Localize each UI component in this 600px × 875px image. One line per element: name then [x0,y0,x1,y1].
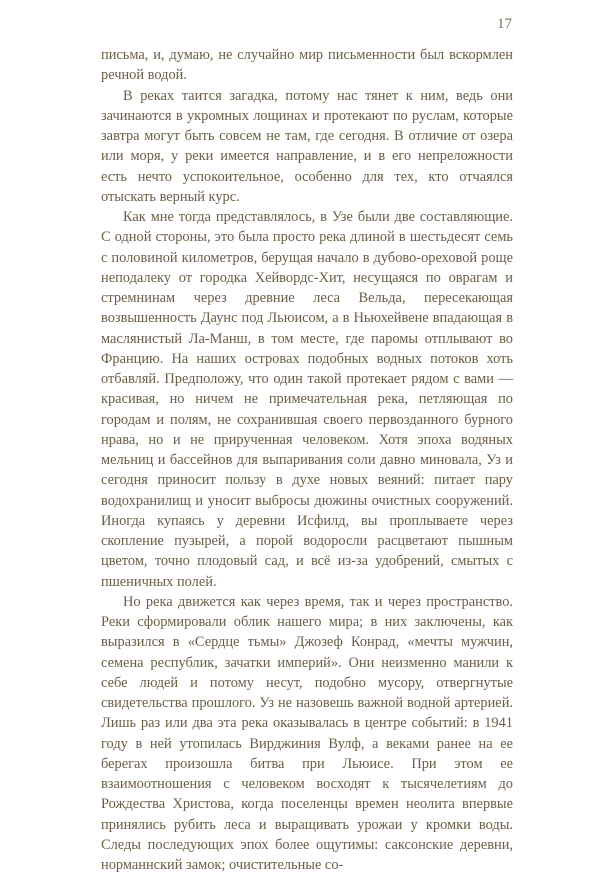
paragraph-continued: письма, и, думаю, не случайно мир письменности был вскормлен речной водой. [101,47,513,84]
paragraph: Но река движется как через время, так и через пространство. Реки сформировали облик нашего мира; в них заключены, как выразился в «Сердце тьмы» Джозеф Конрад, «мечты мужчин, семена республик, зачатки империй». Они неизменно манили к себе людей и потому несут, подобно мусору, отвергнутые свидетельства прошлого. Уз не назовешь важной водной артерией. Лишь раз или два эта река оказывалась в центре событий: в 1941 году в ней утопилась Вирджиния Вулф, а веками ранее на ее берегах произошла битва при Льюисе. При этом ее взаимоотношения с человеком восходят к тысячелетиям до Рождества Христова, когда поселенцы времен неолита впервые принялись рубить леса и выращивать урожаи у кромки воды. Следы последующих эпох более ощутимы: саксонские деревни, норманнский замок; очистительные со- [101,593,513,873]
body-text [101,45,513,875]
paragraph: В реках таится загадка, потому нас тянет к ним, ведь они зачинаются в укромных лощинах и протекают по руслам, которые завтра могут быть совсем не там, где сегодня. В отличие от озера или моря, у реки имеется направление, и в его непреложности есть нечто успокоительное, особенно для тех, кто отчаялся отыскать верный курс. [101,87,513,205]
page-number: 17 [497,16,512,32]
paragraph: Как мне тогда представлялось, в Узе были две составляющие. С одной стороны, это была просто река длиной в шестьдесят семь с половиной километров, берущая начало в дубово-ореховой роще неподалеку от городка Хейвордс-Хит, несущаяся по оврагам и стремнинам через древние леса Вельда, пересекающая возвышенность Даунс под Льюисом, а в Ньюхейвене впадающая в маслянистый Ла-Манш, в том месте, где паромы отплывают во Францию. На наших островах подобных водных потоков хоть отбавляй. Предположу, что один такой протекает рядом с вами — красивая, но ничем не примечательная река, петляющая по городам и полям, не сохранившая своего первозданного бурного нрава, но и не прирученная человеком. Хотя эпоха водяных мельниц и бассейнов для выпаривания соли давно миновала, Уз и сегодня приносит пользу в духе новых веяний: питает пару водохранилищ и уносит выбросы дюжины очистных сооружений. Иногда купаясь у деревни Исфилд, вы проплываете через скопление пузырей, а порой водоросли расцветают пышным цветом, точно плодовый сад, и всё из-за удобрений, смытых с пшеничных полей. [101,209,513,590]
